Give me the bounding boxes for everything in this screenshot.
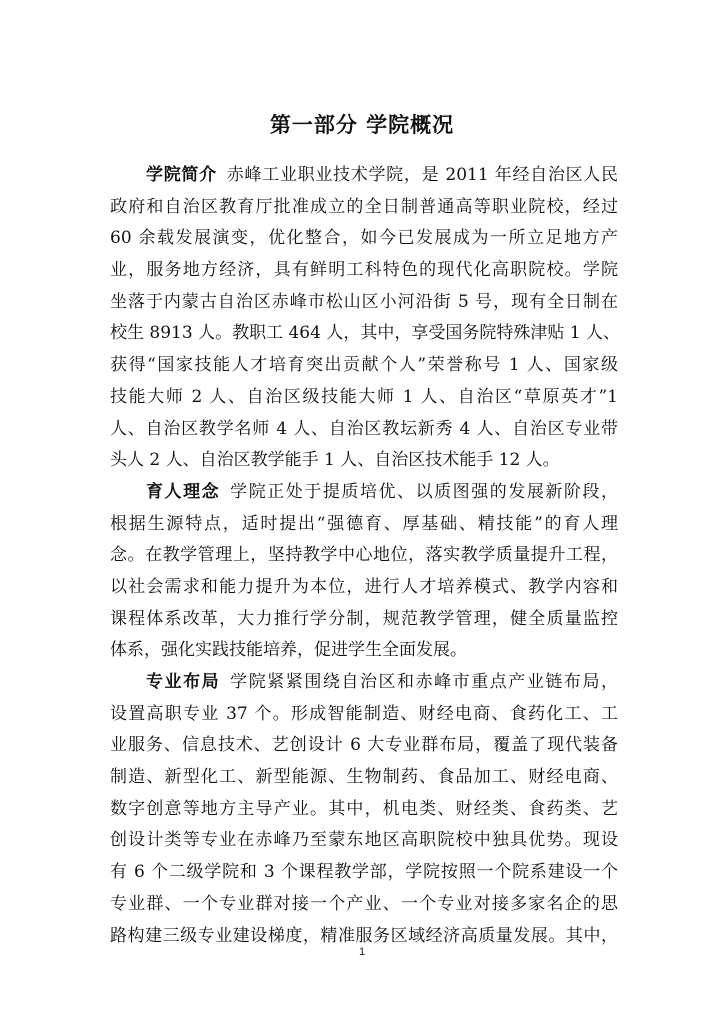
text-line: 校生 8913 人。教职工 464 人，其中，享受国务院特殊津贴 1 人、 (110, 323, 620, 344)
text-line: 体系，强化实践技能培养，促进学生全面发展。 (110, 640, 467, 661)
text-line: 业，服务地方经济，具有鲜明工科特色的现代化高职院校。学院 (110, 260, 618, 281)
text-line: 根据生源特点，适时提出“强德育、厚基础、精技能”的育人理 (110, 513, 618, 534)
text-line: 政府和自治区教育厅批准成立的全日制普通高等职业院校，经过 (110, 196, 618, 217)
text-line: 制造、新型化工、新型能源、生物制药、食品加工、财经电商、 (110, 767, 618, 788)
text-line: 创设计类等专业在赤峰乃至蒙东地区高职院校中独具优势。现设 (110, 830, 618, 851)
text-line: 数字创意等地方主导产业。其中，机电类、财经类、食药类、艺 (110, 798, 618, 819)
text-line: 路构建三级专业建设梯度，精准服务区域经济高质量发展。其中， (110, 925, 618, 946)
text-line (110, 477, 618, 509)
paragraph-education-philosophy (110, 477, 618, 667)
text-line (110, 160, 618, 192)
text-line: 业服务、信息技术、艺创设计 6 大专业群布局，覆盖了现代装备 (110, 735, 618, 756)
text-line: 技能大师 2 人、自治区级技能大师 1 人、自治区“草原英才”1 (110, 386, 618, 407)
line-text: 学院正处于提质培优、以质图强的发展新阶段， (230, 481, 619, 502)
text-line: 设置高职专业 37 个。形成智能制造、财经电商、食药化工、工 (110, 703, 618, 724)
text-line: 专业群、一个专业群对接一个产业、一个专业对接多家名企的思 (110, 893, 618, 914)
line-text: 赤峰工业职业技术学院，是 2011 年经自治区人民 (226, 165, 619, 185)
text-line: 念。在教学管理上，坚持教学中心地位，落实教学质量提升工程， (110, 545, 618, 566)
paragraph-lead: 育人理念 (146, 481, 221, 502)
text-line: 头人 2 人、自治区教学能手 1 人、自治区技术能手 12 人。 (110, 450, 560, 471)
text-line (110, 667, 618, 699)
document-body (110, 160, 618, 952)
paragraph-lead: 专业布局 (146, 672, 221, 692)
paragraph-college-intro (110, 160, 618, 477)
line-text: 学院紧紧围绕自治区和赤峰市重点产业链布局， (230, 672, 619, 692)
text-line: 有 6 个二级学院和 3 个课程教学部，学院按照一个院系建设一个 (110, 862, 618, 883)
text-line: 坐落于内蒙古自治区赤峰市松山区小河沿街 5 号，现有全日制在 (110, 291, 618, 312)
text-line: 以社会需求和能力提升为本位，进行人才培养模式、教学内容和 (110, 576, 618, 597)
paragraph-major-layout (110, 667, 618, 952)
text-line: 课程体系改革，大力推行学分制，规范教学管理，健全质量监控 (110, 608, 618, 629)
text-line: 获得“国家技能人才培育突出贡献个人”荣誉称号 1 人、国家级 (110, 355, 618, 376)
text-line: 60 余载发展演变，优化整合，如今已发展成为一所立足地方产 (110, 228, 618, 249)
text-line: 人、自治区教学名师 4 人、自治区教坛新秀 4 人、自治区专业带 (110, 418, 618, 439)
page-title: 第一部分 学院概况 (269, 113, 455, 137)
page-number: 1 (358, 946, 366, 958)
paragraph-lead: 学院简介 (146, 165, 217, 185)
